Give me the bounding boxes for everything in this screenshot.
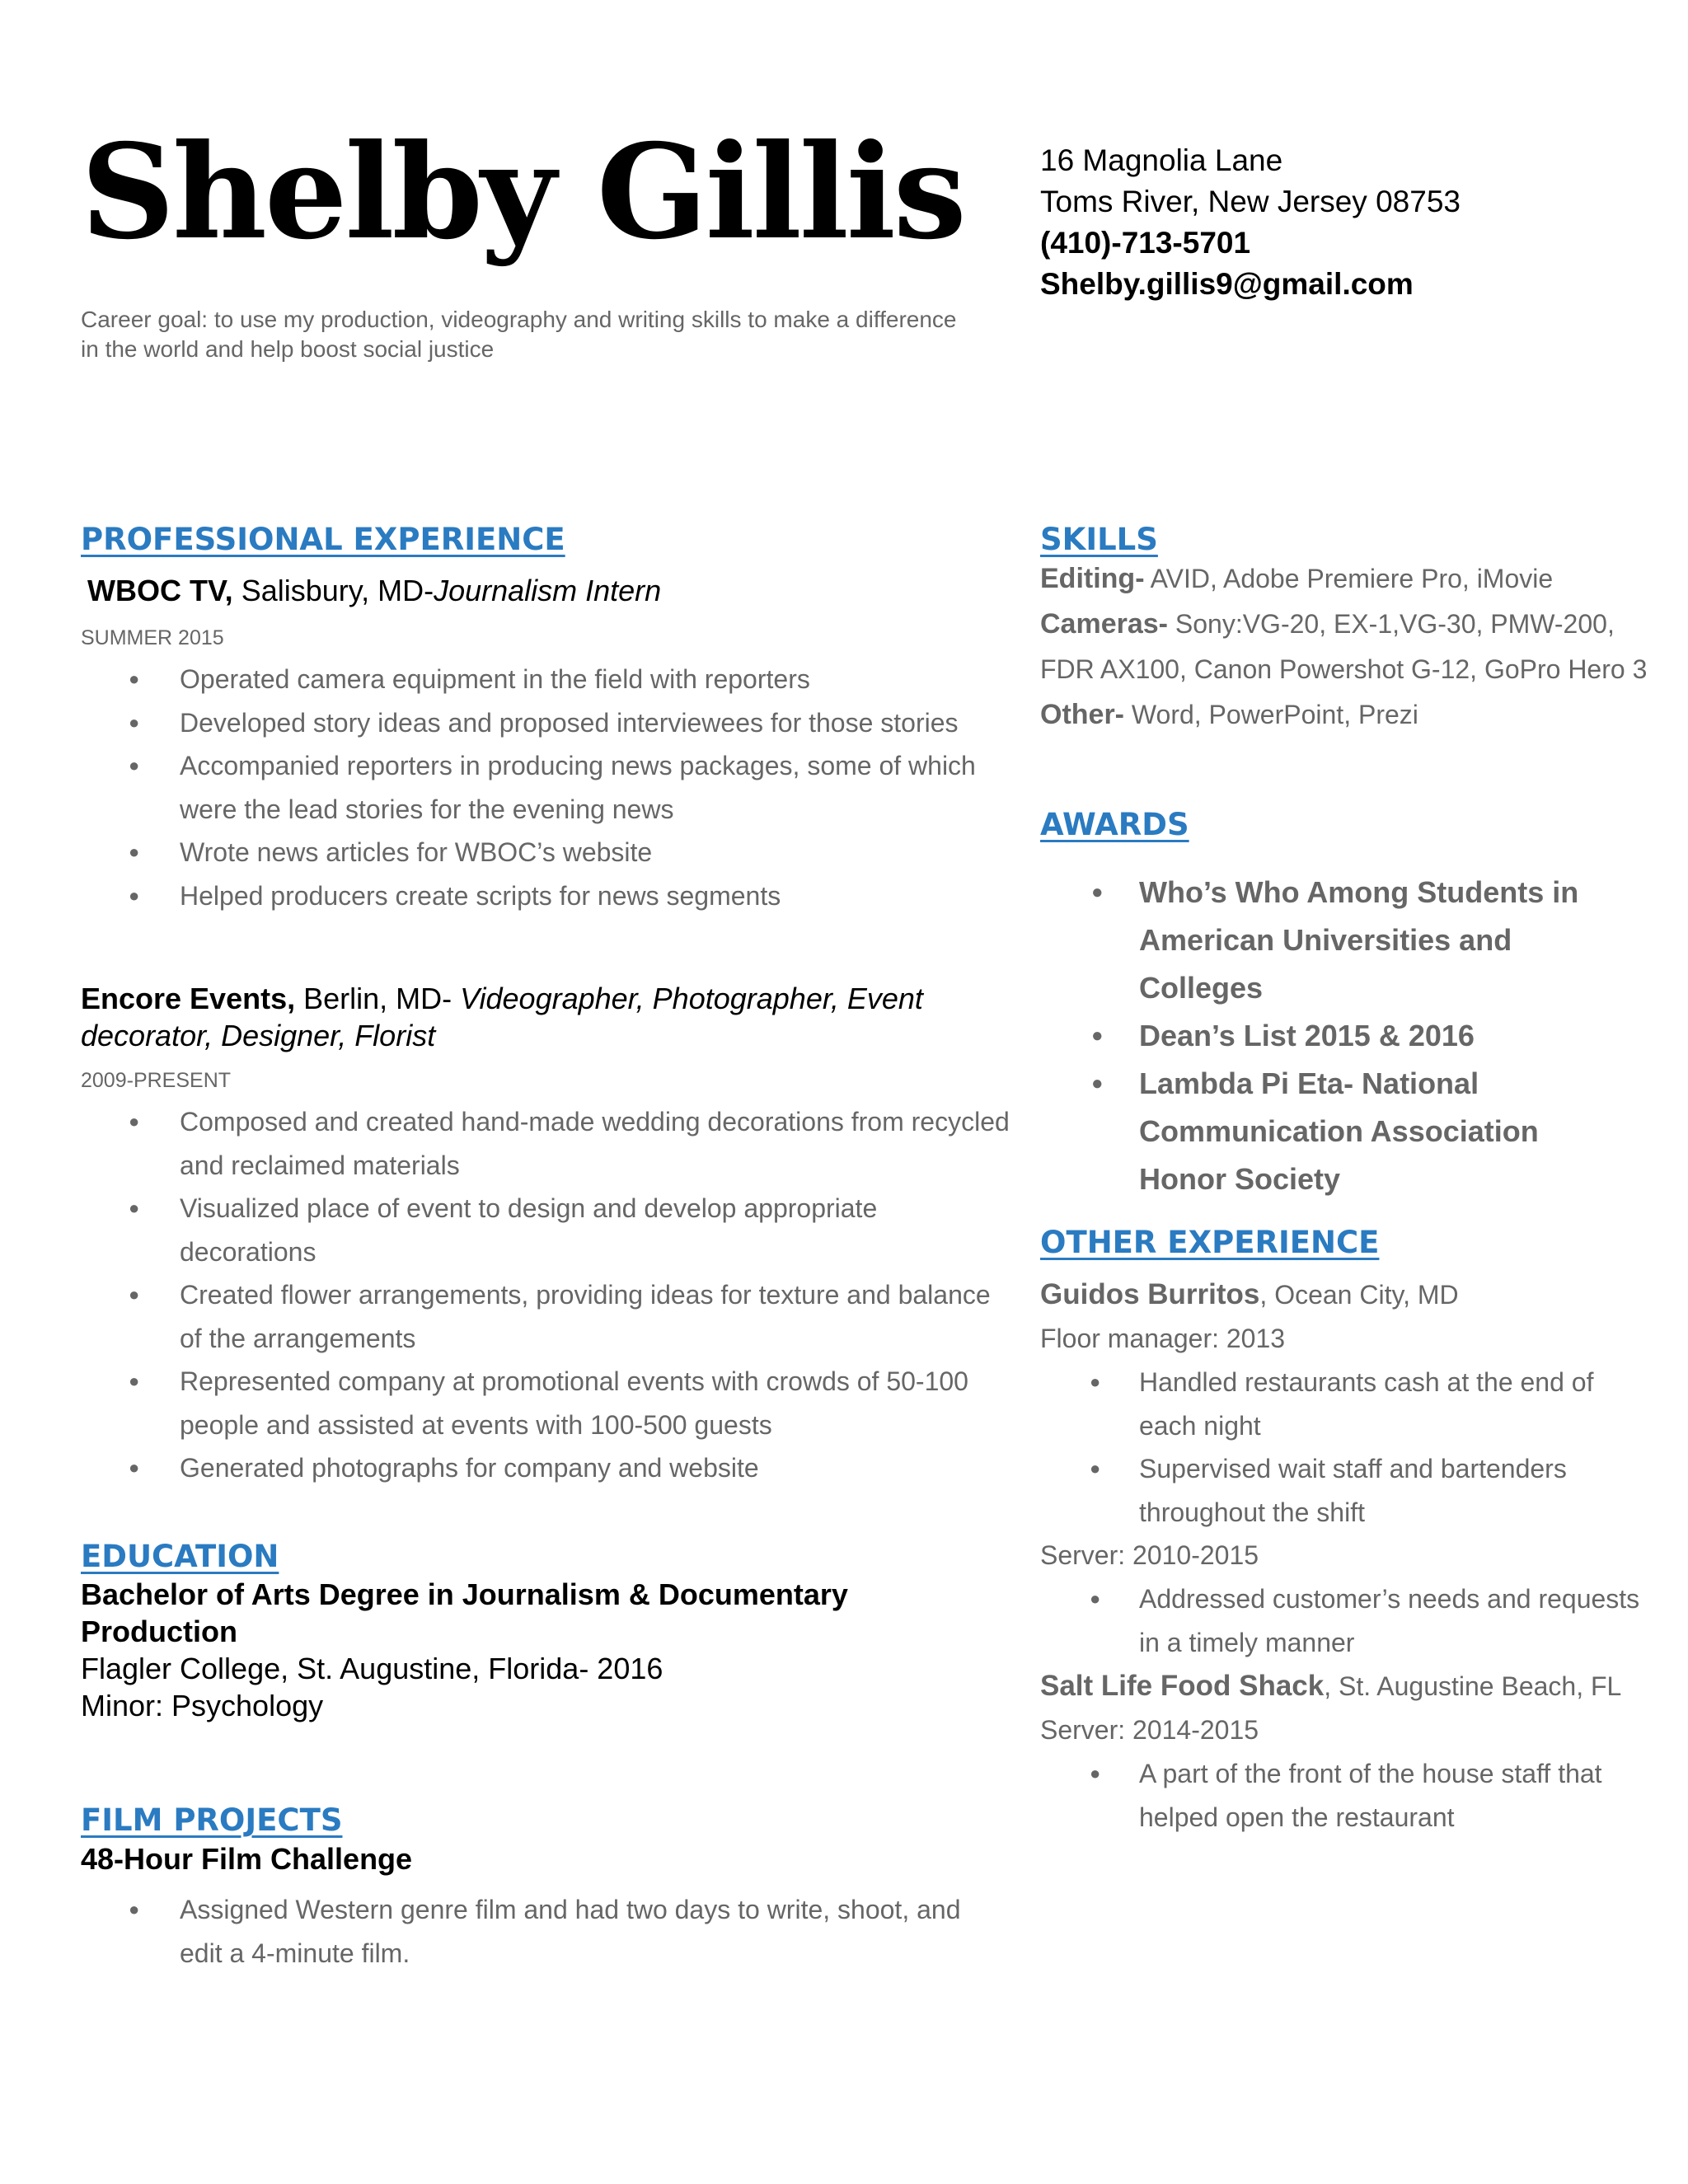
skill-other — [1040, 692, 1650, 738]
list-item: ● Visualized place of event to design and develop appropriate decorations — [81, 1187, 1012, 1273]
job-dates: SUMMER 2015 — [81, 626, 224, 649]
film-project-name: 48-Hour Film Challenge — [81, 1842, 413, 1876]
skill-label: Editing- — [1040, 563, 1145, 594]
list-item: ● Supervised wait staff and bartenders throughout the shift — [1040, 1447, 1650, 1534]
list-item: ● Operated camera equipment in the field with reporters — [81, 658, 1012, 701]
job-role: Videographer, Photographer, Event decorator, Designer, Florist — [81, 982, 923, 1052]
film-projects-heading: FILM PROJECTS — [81, 1802, 343, 1838]
skill-label: Other- — [1040, 699, 1124, 730]
job-wboc-bullets — [81, 658, 1012, 917]
job-location: Salisbury, MD- — [232, 574, 434, 607]
other-experience-body — [1040, 1272, 1650, 1839]
oe-guidos-title — [1040, 1272, 1650, 1317]
professional-experience-heading: PROFESSIONAL EXPERIENCE — [81, 522, 565, 557]
list-item: ● Generated photographs for company and website — [81, 1446, 1012, 1490]
job-encore-title — [81, 980, 1012, 1054]
list-item: ● Composed and created hand-made wedding decorations from recycled and reclaimed materials — [81, 1100, 1012, 1187]
oe-saltlife-title — [1040, 1664, 1650, 1708]
education-heading: EDUCATION — [81, 1539, 279, 1574]
job-employer: WBOC TV, — [87, 574, 233, 607]
list-item: ● Created flower arrangements, providing ideas for texture and balance of the arrangements — [81, 1273, 1012, 1360]
skill-value: AVID, Adobe Premiere Pro, iMovie — [1144, 564, 1554, 593]
contact-street: 16 Magnolia Lane — [1040, 143, 1283, 177]
list-item: ● Wrote news articles for WBOC’s website — [81, 831, 1012, 874]
education-school: Flagler College, St. Augustine, Florida- 2016 — [81, 1652, 663, 1685]
skill-label: Cameras- — [1040, 608, 1168, 640]
resume-name: Shelby Gillis — [81, 116, 964, 269]
list-item: ● Represented company at promotional events with crowds of 50-100 people and assisted at events with 100-500 guests — [81, 1360, 1012, 1446]
oe-guidos-role1-bullets — [1040, 1361, 1650, 1534]
oe-role: Server: 2010-2015 — [1040, 1540, 1259, 1570]
list-item: ● Assigned Western genre film and had two days to write, shoot, and edit a 4-minute film. — [81, 1888, 979, 1975]
oe-saltlife-bullets — [1040, 1752, 1650, 1839]
skill-value: Sony:VG-20, EX-1,VG-30, PMW-200, FDR AX100, Canon Powershot G-12, GoPro Hero 3 — [1040, 609, 1648, 684]
oe-location: , St. Augustine Beach, FL — [1324, 1671, 1622, 1701]
oe-guidos-role2-bullets — [1040, 1577, 1650, 1664]
list-item: ● Dean’s List 2015 & 2016 — [1040, 1012, 1601, 1060]
list-item: ● Who’s Who Among Students in American Universities and Colleges — [1040, 869, 1601, 1012]
oe-role: Server: 2014-2015 — [1040, 1715, 1259, 1745]
awards-heading: AWARDS — [1040, 807, 1189, 842]
list-item: ● Handled restaurants cash at the end of each night — [1040, 1361, 1650, 1447]
job-encore-bullets — [81, 1100, 1012, 1490]
list-item: ● Accompanied reporters in producing news packages, some of which were the lead stories for the evening news — [81, 744, 1012, 831]
job-employer: Encore Events, — [81, 982, 296, 1015]
job-wboc-title — [87, 572, 661, 609]
skill-cameras — [1040, 602, 1650, 692]
oe-location: , Ocean City, MD — [1259, 1280, 1459, 1310]
skills-list — [1040, 556, 1650, 738]
skill-editing — [1040, 556, 1650, 602]
contact-phone: (410)-713-5701 — [1040, 226, 1251, 260]
contact-block — [1040, 140, 1461, 305]
skills-heading: SKILLS — [1040, 522, 1158, 557]
film-project-title — [81, 1840, 412, 1877]
list-item: ● A part of the front of the house staff that helped open the restaurant — [1040, 1752, 1650, 1839]
oe-role: Floor manager: 2013 — [1040, 1324, 1286, 1353]
oe-employer: Guidos Burritos — [1040, 1278, 1260, 1310]
film-project-bullets — [81, 1888, 979, 1975]
list-item: ● Helped producers create scripts for news segments — [81, 874, 1012, 918]
education-block — [81, 1576, 946, 1724]
list-item: ● Lambda Pi Eta- National Communication Association Honor Society — [1040, 1060, 1601, 1203]
other-experience-heading: OTHER EXPERIENCE — [1040, 1225, 1380, 1260]
oe-employer: Salt Life Food Shack — [1040, 1670, 1325, 1702]
list-item: ● Addressed customer’s needs and requests in a timely manner — [1040, 1577, 1650, 1664]
career-goal: Career goal: to use my production, videography and writing skills to make a difference in the world and help boost social justice — [81, 307, 957, 362]
awards-list — [1040, 869, 1601, 1203]
contact-city-state: Toms River, New Jersey 08753 — [1040, 185, 1461, 218]
education-degree: Bachelor of Arts Degree in Journalism & Documentary Production — [81, 1577, 848, 1648]
contact-email: Shelby.gillis9@gmail.com — [1040, 267, 1414, 301]
job-dates: 2009-PRESENT — [81, 1069, 232, 1092]
list-item: ● Developed story ideas and proposed interviewees for those stories — [81, 701, 1012, 745]
job-role: Journalism Intern — [434, 574, 662, 607]
education-minor: Minor: Psychology — [81, 1689, 324, 1722]
job-location: Berlin, MD- — [295, 982, 461, 1015]
skill-value: Word, PowerPoint, Prezi — [1124, 700, 1418, 729]
